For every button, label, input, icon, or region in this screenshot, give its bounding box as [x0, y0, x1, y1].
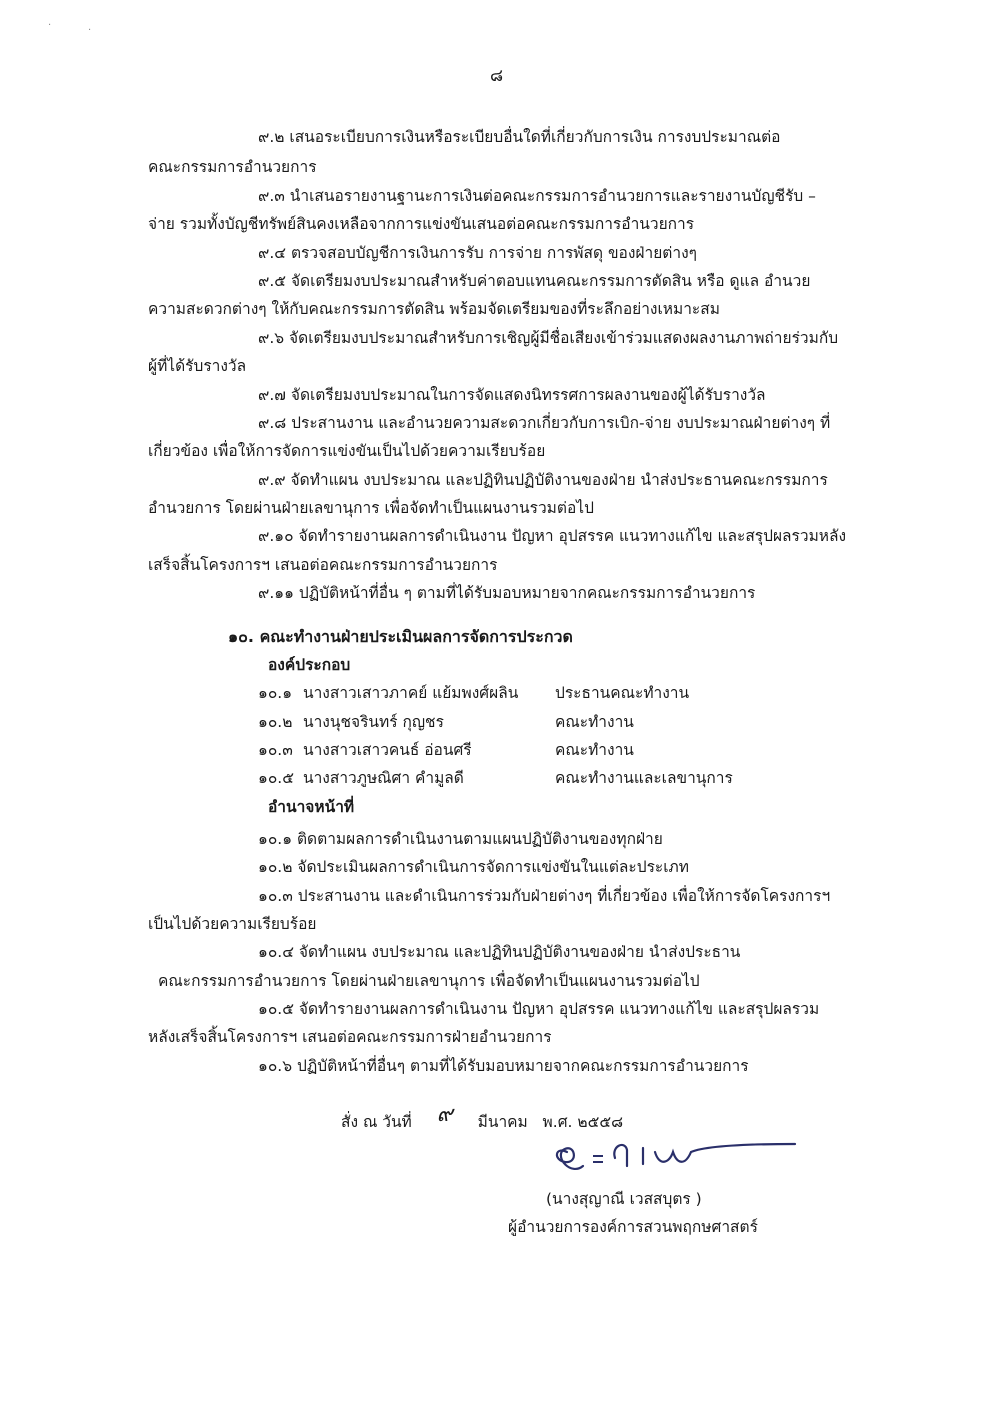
text-line: ๙.๑๐ จัดทำรายงานผลการดำเนินงาน ปัญหา อุปสรรค แนวทางแก้ไข และสรุปผลรวมหลัง	[258, 527, 847, 545]
duty-line: คณะกรรมการอำนวยการ โดยผ่านฝ่ายเลขานุการ เพื่อจัดทำเป็นแผนงานรวมต่อไป	[158, 972, 700, 990]
text-line: จ่าย รวมทั้งบัญชีทรัพย์สินคงเหลือจากการแข่งขันเสนอต่อคณะกรรมการอำนวยการ	[148, 215, 695, 233]
member-role: ประธานคณะทำงาน	[555, 684, 690, 702]
member-role: คณะทำงาน	[555, 713, 634, 731]
text-line: คณะกรรมการอำนวยการ	[148, 158, 317, 176]
duty-line: ๑๐.๑ ติดตามผลการดำเนินงานตามแผนปฏิบัติงานของทุกฝ่าย	[258, 830, 663, 848]
text-line: ความสะดวกต่างๆ ให้กับคณะกรรมการตัดสิน พร้อมจัดเตรียมของที่ระลึกอย่างเหมาะสม	[148, 300, 720, 318]
duty-line: เป็นไปด้วยความเรียบร้อย	[148, 915, 317, 933]
text-line: อำนวยการ โดยผ่านฝ่ายเลขานุการ เพื่อจัดทำเป็นแผนงานรวมต่อไป	[148, 499, 594, 517]
duty-line: ๑๐.๔ จัดทำแผน งบประมาณ และปฏิทินปฏิบัติงานของฝ่าย นำส่งประธาน	[258, 943, 741, 961]
duty-line: หลังเสร็จสิ้นโครงการฯ เสนอต่อคณะกรรมการฝ่ายอำนวยการ	[148, 1028, 552, 1046]
text-line: ๙.๕ จัดเตรียมงบประมาณสำหรับค่าตอบแทนคณะกรรมการตัดสิน หรือ ดูแล อำนวย	[258, 272, 811, 290]
order-date-prefix: สั่ง ณ วันที่	[341, 1113, 412, 1131]
member-name: นางนุชจรินทร์ กุญชร	[303, 713, 444, 731]
text-line: ๙.๘ ประสานงาน และอำนวยความสะดวกเกี่ยวกับการเบิก-จ่าย งบประมาณฝ่ายต่างๆ ที่	[258, 414, 831, 432]
scan-mark: ·	[88, 25, 92, 36]
text-line: ๙.๙ จัดทำแผน งบประมาณ และปฏิทินปฏิบัติงานของฝ่าย นำส่งประธานคณะกรรมการ	[258, 471, 828, 489]
page-number: ๘	[490, 66, 504, 86]
text-line: ๙.๔ ตรวจสอบบัญชีการเงินการรับ การจ่าย การพัสดุ ของฝ่ายต่างๆ	[258, 244, 697, 262]
member-name: นางสาวเสาวภาคย์ แย้มพงศ์ผลิน	[303, 684, 519, 702]
text-line: ๙.๗ จัดเตรียมงบประมาณในการจัดแสดงนิทรรศการผลงานของผู้ได้รับรางวัล	[258, 386, 766, 404]
member-name: นางสาวเสาวคนธ์ อ่อนศรี	[303, 741, 472, 759]
member-no: ๑๐.๑	[258, 684, 293, 702]
member-no: ๑๐.๒	[258, 713, 293, 731]
text-line: ผู้ที่ได้รับรางวัล	[148, 357, 247, 375]
section-10-heading: ๑๐. คณะทำงานฝ่ายประเมินผลการจัดการประกวด	[228, 627, 573, 646]
member-name: นางสาวภูษณิศา คำมูลดี	[303, 769, 464, 787]
text-line: ๙.๖ จัดเตรียมงบประมาณสำหรับการเชิญผู้มีชื่อเสียงเข้าร่วมแสดงผลงานภาพถ่ายร่วมกับ	[258, 329, 839, 347]
member-role: คณะทำงาน	[555, 741, 634, 759]
member-no: ๑๐.๓	[258, 741, 293, 759]
order-date-year: พ.ศ. ๒๕๕๘	[542, 1113, 624, 1131]
text-line: ๙.๑๑ ปฏิบัติหน้าที่อื่น ๆ ตามที่ได้รับมอบหมายจากคณะกรรมการอำนวยการ	[258, 584, 756, 602]
text-line: เสร็จสิ้นโครงการฯ เสนอต่อคณะกรรมการอำนวยการ	[148, 556, 498, 574]
text-line: เกี่ยวข้อง เพื่อให้การจัดการแข่งขันเป็นไปด้วยความเรียบร้อย	[148, 442, 546, 460]
order-date-day: ๙	[436, 1102, 453, 1127]
duties-label: อำนาจหน้าที่	[268, 798, 355, 816]
signature-image	[545, 1130, 815, 1190]
order-date-month: มีนาคม	[477, 1113, 528, 1131]
signatory-position: ผู้อำนวยการองค์การสวนพฤกษศาสตร์	[508, 1218, 758, 1236]
member-no: ๑๐.๕	[258, 769, 294, 787]
text-line: ๙.๓ นำเสนอรายงานฐานะการเงินต่อคณะกรรมการอำนวยการและรายงานบัญชีรับ –	[258, 187, 816, 205]
duty-line: ๑๐.๖ ปฏิบัติหน้าที่อื่นๆ ตามที่ได้รับมอบหมายจากคณะกรรมการอำนวยการ	[258, 1057, 749, 1075]
duty-line: ๑๐.๒ จัดประเมินผลการดำเนินการจัดการแข่งขันในแต่ละประเภท	[258, 858, 689, 876]
signatory-name: (นางสุญาณี เวสสบุตร )	[546, 1190, 702, 1208]
scan-mark: ·	[48, 20, 52, 31]
duty-line: ๑๐.๓ ประสานงาน และดำเนินการร่วมกับฝ่ายต่างๆ ที่เกี่ยวข้อง เพื่อให้การจัดโครงการฯ	[258, 887, 831, 905]
composition-label: องค์ประกอบ	[268, 656, 351, 674]
member-role: คณะทำงานและเลขานุการ	[555, 769, 733, 787]
duty-line: ๑๐.๕ จัดทำรายงานผลการดำเนินงาน ปัญหา อุปสรรค แนวทางแก้ไข และสรุปผลรวม	[258, 1000, 820, 1018]
text-line: ๙.๒ เสนอระเบียบการเงินหรือระเบียบอื่นใดที่เกี่ยวกับการเงิน การงบประมาณต่อ	[258, 128, 781, 146]
